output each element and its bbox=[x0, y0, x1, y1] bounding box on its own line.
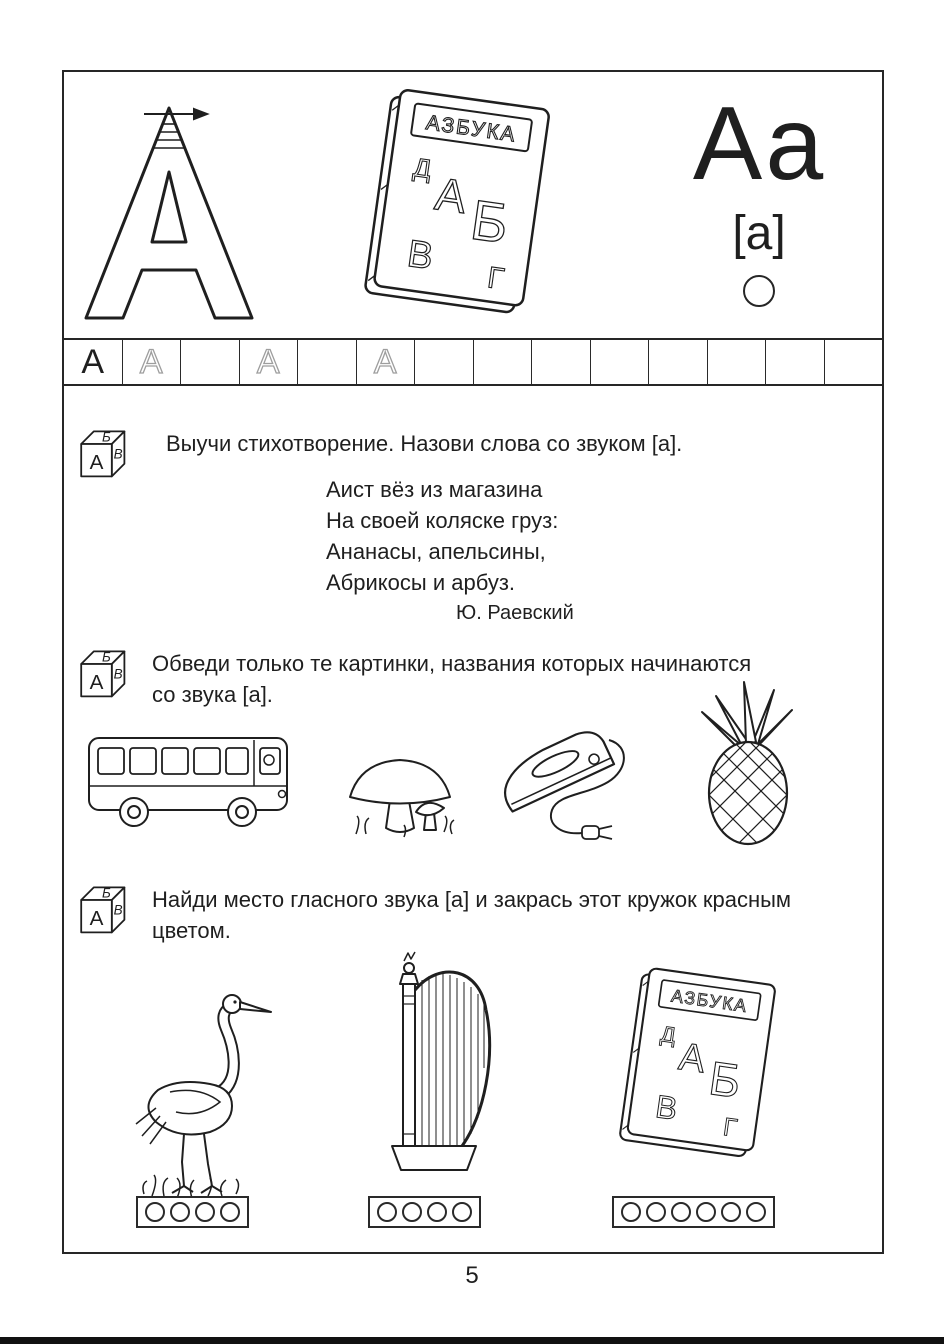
sound-circle bbox=[220, 1202, 240, 1222]
cube-side-letter: В bbox=[113, 902, 123, 918]
letter-cube-icon bbox=[74, 424, 128, 482]
cube-top-letter: Б bbox=[102, 649, 111, 665]
practice-cell bbox=[298, 340, 357, 384]
poem-line: Аист вёз из магазина bbox=[326, 477, 543, 502]
task2-instruction: Обведи только те картинки, названия которых начинаются со звука [а]. bbox=[152, 651, 752, 707]
plug-icon bbox=[582, 826, 612, 839]
letter-cube-icon bbox=[74, 644, 128, 702]
poem bbox=[326, 474, 558, 598]
sound-circles-box-stork bbox=[136, 1196, 249, 1228]
practice-cell bbox=[240, 340, 299, 384]
sound-circle bbox=[145, 1202, 165, 1222]
mushrooms-picture bbox=[344, 750, 459, 840]
letter-pair: Аа bbox=[692, 86, 826, 202]
cube-top-letter: Б bbox=[102, 885, 111, 901]
page-number: 5 bbox=[465, 1262, 479, 1289]
cube-front-letter: А bbox=[89, 907, 104, 931]
practice-cell bbox=[123, 340, 182, 384]
letter-sound-block bbox=[644, 86, 874, 307]
sound-circle bbox=[402, 1202, 422, 1222]
book-letter: Г bbox=[721, 1113, 739, 1143]
stork-picture bbox=[122, 960, 272, 1200]
trace-letter: А bbox=[139, 342, 163, 381]
book-letter: Г bbox=[485, 261, 507, 297]
book-letter: А bbox=[676, 1035, 708, 1082]
book-title-text: АЗБУКА bbox=[424, 111, 519, 147]
poem-line: Ананасы, апельсины, bbox=[326, 539, 546, 564]
practice-cell bbox=[708, 340, 767, 384]
book-letter: Д bbox=[659, 1021, 678, 1048]
trace-letter: А bbox=[256, 342, 280, 381]
practice-cell bbox=[591, 340, 650, 384]
iron-picture bbox=[492, 694, 642, 859]
bus-picture bbox=[86, 728, 291, 830]
sound-circle bbox=[377, 1202, 397, 1222]
stroke-direction-arrow-icon bbox=[144, 109, 207, 119]
cube-top-letter: Б bbox=[102, 429, 111, 445]
cube-side-letter: В bbox=[113, 446, 123, 462]
practice-cell bbox=[766, 340, 825, 384]
abc-book-picture bbox=[602, 960, 792, 1167]
sound-circle bbox=[746, 1202, 766, 1222]
cube-side-letter: В bbox=[113, 666, 123, 682]
sound-circle bbox=[671, 1202, 691, 1222]
sound-circle bbox=[427, 1202, 447, 1222]
practice-cell bbox=[64, 340, 123, 384]
book-letter: В bbox=[404, 232, 436, 279]
sound-circle bbox=[621, 1202, 641, 1222]
book-letter: В bbox=[653, 1088, 680, 1127]
sound-circle bbox=[195, 1202, 215, 1222]
sound-circle bbox=[452, 1202, 472, 1222]
practice-cell bbox=[825, 340, 883, 384]
poem-line: Абрикосы и арбуз. bbox=[326, 570, 516, 595]
cube-front-letter: А bbox=[89, 451, 104, 475]
task1-instruction: Выучи стихотворение. Назови слова со звуком [а]. bbox=[166, 431, 683, 456]
practice-cell bbox=[474, 340, 533, 384]
poem-line: На своей коляске груз: bbox=[326, 508, 559, 533]
harp-picture bbox=[374, 948, 504, 1183]
book-letter: Б bbox=[705, 1051, 744, 1109]
sound-circles-box-abc-book bbox=[612, 1196, 775, 1228]
sound-circle bbox=[696, 1202, 716, 1222]
big-letter-a-outline bbox=[74, 86, 264, 326]
book-title-text: АЗБУКА bbox=[670, 985, 750, 1017]
book-letter: Д bbox=[411, 151, 434, 185]
book-letter: А bbox=[432, 167, 470, 224]
scan-edge-bar bbox=[0, 1337, 944, 1344]
sound-circles-box-harp bbox=[368, 1196, 481, 1228]
pineapple-picture bbox=[692, 678, 804, 850]
practice-cell bbox=[532, 340, 591, 384]
sound-circle bbox=[743, 275, 775, 307]
sound-circle bbox=[170, 1202, 190, 1222]
book-letter: Б bbox=[467, 187, 513, 256]
abc-book-picture bbox=[344, 80, 569, 325]
practice-cell bbox=[181, 340, 240, 384]
worksheet-frame bbox=[62, 70, 884, 1254]
tracing-practice-row bbox=[64, 338, 882, 386]
solid-letter: А bbox=[81, 342, 105, 381]
sound-label: [а] bbox=[732, 207, 786, 260]
practice-cell bbox=[415, 340, 474, 384]
cube-front-letter: А bbox=[89, 671, 104, 695]
sound-circle bbox=[646, 1202, 666, 1222]
practice-cell bbox=[649, 340, 708, 384]
trace-letter: А bbox=[373, 342, 397, 381]
task3-instruction: Найди место гласного звука [а] и закрась этот кружок красным цветом. bbox=[152, 887, 792, 943]
poem-author: Ю. Раевский bbox=[456, 602, 574, 624]
sound-circle bbox=[721, 1202, 741, 1222]
letter-cube-icon bbox=[74, 880, 128, 938]
practice-cell bbox=[357, 340, 416, 384]
